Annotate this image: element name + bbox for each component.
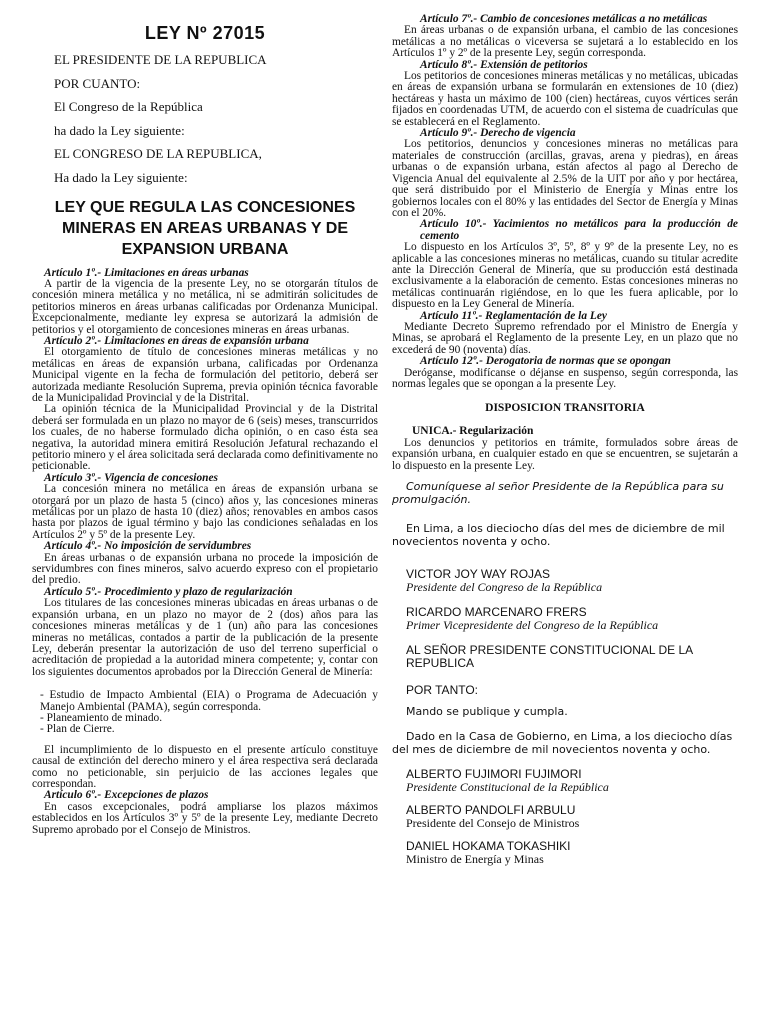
article-number: UNICA.- xyxy=(412,425,457,438)
comuniquese-text: Comuníquese al señor Presidente de la República para su promulgación. xyxy=(392,480,724,507)
article-number: Artículo 8º.- xyxy=(420,58,478,71)
signatory-name: RICARDO MARCENARO FRERS xyxy=(406,605,587,620)
article-text: En casos excepcionales, podrá ampliarse los plazos máximos establecidos en los Artículos 3º y 5º de la presente Ley, mediante Decreto Supremo aprobado por el Consejo de Ministros. xyxy=(32,800,378,836)
signatory-name: DANIEL HOKAMA TOKASHIKI xyxy=(406,839,571,854)
article-number: Artículo 10º.- xyxy=(420,218,487,231)
article-text: Deróganse, modifícanse o déjanse en suspenso, según corresponda, las normas legales que se opongan a la presente Ley. xyxy=(392,366,738,390)
law-main-title: LEY QUE REGULA LAS CONCESIONES MINERAS EN AREAS URBANAS Y DE EXPANSION URBANA xyxy=(54,198,356,258)
article-title: Extensión de petitorios xyxy=(480,58,588,71)
signatory-role: Ministro de Energía y Minas xyxy=(406,852,544,867)
article-title: Yacimientos no metálicos para la producción de cemento xyxy=(420,218,738,242)
article-text: Los petitorios de concesiones mineras metálicas y no metálicas, ubicadas en áreas de expansión urbana se formularán en extensiones de 10 (diez) hectáreas y hasta un máximo de 100 (cien) hectáreas, cuyos vértices serán fijados en coordenadas UTM, de acuerdo con el sistema de cuadrículas que se establecerá en el Reglamento. xyxy=(392,70,738,128)
list-item: - Planeamiento de minado. xyxy=(40,711,163,724)
dado-text: Dado en la Casa de Gobierno, en Lima, a los dieciocho días del mes de diciembre de mil novecientos noventa y ocho. xyxy=(392,730,733,757)
article-5 xyxy=(32,587,378,791)
article-text: En áreas urbanas o de expansión urbana no procede la imposición de servidumbres con fines mineros, salvo acuerdo expreso con el propietario del predio. xyxy=(32,551,378,587)
signature-1 xyxy=(406,568,738,594)
signatory-role: Primer Vicepresidente del Congreso de la República xyxy=(406,618,659,633)
header-line: Ha dado la Ley siguiente: xyxy=(54,169,188,185)
lima-date: En Lima, a los dieciocho días del mes de diciembre de mil novecientos noventa y ocho. xyxy=(392,522,725,549)
mando-text: Mando se publique y cumpla. xyxy=(406,705,568,719)
requirements-list xyxy=(40,690,378,736)
article-1 xyxy=(32,268,378,336)
article-title: Derecho de vigencia xyxy=(480,127,576,140)
left-column xyxy=(32,0,378,836)
article-8 xyxy=(392,60,738,128)
article-12 xyxy=(392,356,738,390)
article-number: Artículo 3º.- xyxy=(44,471,102,484)
header-line: El Congreso de la República xyxy=(54,99,203,114)
article-number: Artículo 7º.- xyxy=(420,13,478,25)
article-title: Excepciones de plazos xyxy=(104,789,209,802)
transitoria-heading: DISPOSICION TRANSITORIA xyxy=(485,402,645,415)
article-text: Los denuncios y petitorios en trámite, formulados sobre áreas de expansión urbana, en cualquier estado en que se encuentren, se sujetarán a lo dispuesto en la presente Ley. xyxy=(392,436,738,472)
article-number: Artículo 1º.- xyxy=(44,266,102,279)
article-text: Lo dispuesto en los Artículos 3º, 5º, 8º y 9º de la presente Ley, no es aplicable a las concesiones mineras no metálicas, cuando su titular acredite ante la Dirección General de Minería, que su producción está destinada exclusivamente a la elaboración de cemento. Estas concesiones mineras no metálicas continuarán rigiéndose, en lo que les fuera aplicable, por lo dispuesto en la Ley General de Minería. xyxy=(392,241,738,311)
header-line: EL PRESIDENTE DE LA REPUBLICA xyxy=(54,52,267,67)
article-3 xyxy=(32,473,378,541)
article-number: Artículo 11º.- xyxy=(420,309,483,322)
article-title: Regularización xyxy=(459,425,534,438)
article-text: En áreas urbanas o de expansión urbana, el cambio de las concesiones metálicas a no metálicas o viceversa se sujetará a lo establecido en los Artículos 1º y 2º de la presente Ley, según corresponda. xyxy=(392,24,738,60)
article-7 xyxy=(392,14,738,60)
article-9 xyxy=(392,128,738,219)
article-text: El incumplimiento de lo dispuesto en el presente artículo constituye causal de extinción del derecho minero y el área respectiva será declarada como no peticionable, sin perjuicio de las acciones legales que correspondan. xyxy=(32,743,378,790)
signatory-role: Presidente del Consejo de Ministros xyxy=(406,816,580,831)
article-text: La opinión técnica de la Municipalidad Provincial y de la Distrital deberá ser formulada en un plazo no mayor de 6 (seis) meses, transcurridos los cuales, de no haberse formulado dicha opinión, o en caso ésta sea negativa, la autoridad minera emitirá Resolución Jefatural rechazando el petitorio minero y el área solicitada será declarada como definitivamente no peticionable. xyxy=(32,403,379,473)
article-4 xyxy=(32,541,378,587)
signatory-role: Presidente del Congreso de la República xyxy=(406,580,603,595)
signature-4 xyxy=(406,804,738,830)
list-item: - Plan de Cierre. xyxy=(40,723,115,736)
article-text: Mediante Decreto Supremo refrendado por el Ministro de Energía y Minas, se aprobará el Reglamento de la presente Ley, en un plazo que no excederá de 90 (noventa) días. xyxy=(392,320,738,356)
article-11 xyxy=(392,311,738,357)
article-text: El otorgamiento de título de concesiones mineras metálicas y no metálicas en áreas de expansión urbana, calificadas por Ordenanza Municipal vigente en la fecha de formulación del petitorio, deberá ser autorizada mediante Resolución Suprema, previa opinión técnica favorable de la Municipalidad Provincial y de la Distrital. xyxy=(32,346,378,404)
article-title: Vigencia de concesiones xyxy=(104,471,218,484)
right-column xyxy=(392,14,738,866)
header-line: POR CUANTO: xyxy=(54,75,141,91)
header-line: ha dado la Ley siguiente: xyxy=(54,122,185,138)
article-title: Cambio de concesiones metálicas a no metálicas xyxy=(480,13,708,25)
article-title: Procedimiento y plazo de regularización xyxy=(104,585,293,598)
article-number: Artículo 2º.- xyxy=(44,334,102,347)
signature-2 xyxy=(406,606,738,632)
article-text: A partir de la vigencia de la presente Ley, no se otorgarán títulos de concesión minera metálica y no metálica, ni se admitirán solicitudes de petitorios mineros en áreas urbanas calificadas por Ordenanza Municipal. Excepcionalmente, mediante ley expresa se autorizará la admisión de petitorios y el otorgamiento de concesiones mineras en áreas urbanas. xyxy=(32,277,378,336)
signature-5 xyxy=(406,840,738,866)
article-number: Artículo 6º.- xyxy=(44,789,102,802)
article-title: Reglamentación de la Ley xyxy=(485,309,607,322)
signatory-name: VICTOR JOY WAY ROJAS xyxy=(406,567,551,582)
article-6 xyxy=(32,790,378,836)
unica-disposicion xyxy=(392,426,738,472)
article-title: Derogatoria de normas que se opongan xyxy=(485,355,671,368)
article-number: Artículo 12º.- xyxy=(420,355,483,368)
article-number: Artículo 9º.- xyxy=(420,127,478,140)
article-10 xyxy=(392,219,738,310)
article-title: Limitaciones en áreas urbanas xyxy=(104,266,249,279)
article-text: Los petitorios, denuncios y concesiones mineras no metálicas para materiales de construcción (arcillas, gravas, arena y piedras), en áreas urbanas o de expansión urbana, están afectos al pago al Derecho de Vigencia Anual del equivalente al 2.5% de la UIT por año y por hectárea, que será distribuido por el Ministerio de Energía y Minas entre los gobiernos locales con el 80% y las entidades del Sector de Energía y Minas con el 20%. xyxy=(392,138,738,219)
article-text: La concesión minera no metálica en áreas de expansión urbana se otorgará por un plazo de hasta 5 (cinco) años y, las concesiones mineras metálicas por un plazo de hasta 10 (diez) años; renovables en ambos casos hasta por plazos de igual término y bajo las condiciones señaladas en los Artículos 2º y 5º de la presente Ley. xyxy=(32,483,378,541)
article-number: Artículo 4º.- xyxy=(44,540,102,553)
list-item: - Estudio de Impacto Ambiental (EIA) o Programa de Adecuación y Manejo Ambiental (PAMA), según corresponda. xyxy=(40,689,378,713)
article-title: No imposición de servidumbres xyxy=(104,540,252,553)
signature-3 xyxy=(406,768,738,794)
law-number: LEY Nº 27015 xyxy=(144,23,266,43)
header-line: EL CONGRESO DE LA REPUBLICA, xyxy=(54,146,262,161)
al-senor-presidente: AL SEÑOR PRESIDENTE CONSTITUCIONAL DE LA REPUBLICA xyxy=(406,643,693,671)
signatory-name: ALBERTO FUJIMORI FUJIMORI xyxy=(406,767,582,782)
por-tanto: POR TANTO: xyxy=(406,683,479,698)
article-number: Artículo 5º.- xyxy=(44,585,102,598)
signatory-role: Presidente Constitucional de la República xyxy=(406,780,609,795)
article-2 xyxy=(32,336,378,473)
article-text: Los titulares de las concesiones mineras ubicadas en áreas urbanas o de expansión urbana, en un plazo no mayor de 2 (dos) años para las concesiones mineras metálicas y de 1 (un) año para las concesiones mineras no metálicas, contados a partir de la publicación de la presente Ley, deberán presentar la autorización de uso del terreno superficial o acreditación de propiedad a la autoridad minera competente; y, contar con los siguientes documentos aprobados por la Dirección General de Minería: xyxy=(32,597,378,678)
article-title: Limitaciones en áreas de expansión urbana xyxy=(104,334,309,347)
signatory-name: ALBERTO PANDOLFI ARBULU xyxy=(406,803,576,818)
